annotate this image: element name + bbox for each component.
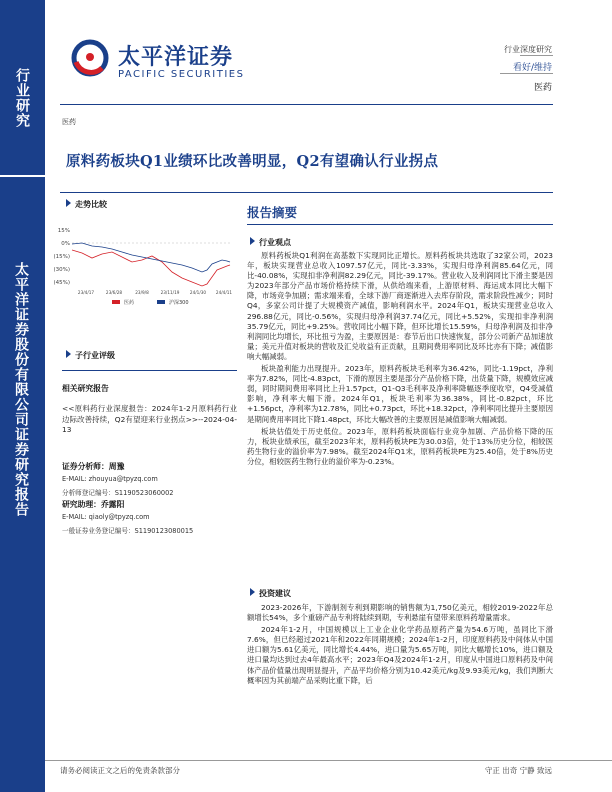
assistant-email[interactable]: E-MAIL: qiaoly@tpyzq.com: [62, 513, 150, 521]
trend-chart-heading: [66, 199, 107, 210]
report-title: 原料药板块Q1业绩环比改善明显，Q2有望确认行业拐点: [66, 153, 439, 170]
sidebar-top-label: 行业研究: [14, 68, 30, 128]
title-rule: [60, 192, 553, 193]
subindustry-heading: [66, 350, 115, 361]
x-tick: 23/4/17: [77, 290, 95, 295]
footer-motto: 守正 出奇 宁静 致远: [484, 766, 552, 775]
paragraph-patent-cliff: 2023-2026年，下游制剂专利到期影响的销售额为1,750亿美元，相较2019-2022年总额增长54%，多个重磅产品专利将陆续到期，专利悬崖有望带来原料药增量需求。: [247, 603, 553, 623]
sidebar-bottom-label: 太平洋证券股份有限公司证券研究报告: [13, 262, 29, 517]
legend-swatch-medicine: [112, 300, 120, 304]
bullet-icon: [66, 350, 71, 358]
y-tick: (30%): [53, 267, 70, 273]
analyst-cert: 分析师登记编号：S1190523060002: [62, 489, 174, 497]
y-tick: 0%: [61, 241, 70, 247]
left-rule: [62, 370, 237, 371]
assistant-label: 研究助理：乔露阳: [62, 500, 125, 509]
trend-chart-heading-text: 走势比较: [75, 200, 107, 209]
series-line-medicine: [72, 250, 230, 286]
summary-rule: [247, 224, 553, 225]
summary-heading: 报告摘要: [247, 205, 298, 220]
summary-body: [247, 251, 553, 467]
x-tick: 23/9/8: [135, 290, 149, 295]
x-tick: 24/4/11: [215, 290, 233, 295]
header-rule: [60, 104, 553, 105]
related-reports-heading: 相关研究报告: [62, 384, 109, 393]
section-industry-view: [250, 237, 291, 248]
analyst-label: 证券分析师：周豫: [62, 462, 125, 471]
brand-name-en: PACIFIC SECURITIES: [118, 69, 245, 80]
sidebar-divider: [0, 175, 45, 177]
brand-name-cn: 太平洋证券: [118, 45, 234, 70]
x-tick: 23/6/28: [105, 290, 123, 295]
legend-label: 沪深300: [169, 300, 189, 306]
category: 医药: [62, 118, 76, 126]
paragraph-q1-profit: 原料药板块Q1利润在高基数下实现同比正增长。原料药板块共选取了32家公司，2023年，板块实现营业总收入1097.57亿元，同比-3.33%，实现归母净利润85.64亿元，同比-40.08%，实现扣非净利润82.29亿元，同比-39.17%。营业收入及利润同比下滑主要是因为2023年部分产品市场价格持续下滑，从供给端来看，上游原材料、海运成本同比大幅下降，市场竞争加剧；需求端来看，全球下游厂商逐渐进入去库存阶段，需求阶段性减少；同时Q4，多家公司计提了大规模资产减值，影响利润水平。2024年Q1，板块实现营业总收入296.88亿元，同比-0.56%，实现归母净利润37.74亿元，同比+5.52%，实现扣非净利润35.79亿元，同比+9.25%。营收同比小幅下降，但环比增长15.59%，归母净利润及扣非净利润同比均增长，环比扭亏为盈，主要原因是：春节后出口快速恢复，部分公司新产品加速放量；美元升值对板块的营收及汇兑收益有正贡献，且期间费用率同比及环比亦有下降；减值影响大幅减弱。: [247, 251, 553, 361]
related-report-link[interactable]: <<原料药行业深度报告：2024年1-2月原料药行业边际改善持续，Q2有望迎来行业拐点>>--2024-04-13: [62, 404, 237, 434]
section-investment-advice: [250, 588, 291, 599]
x-tick: 23/11/19: [160, 290, 180, 295]
report-type: 行业深度研究: [504, 45, 552, 54]
footer-rule: [45, 760, 612, 761]
bullet-icon: [66, 199, 71, 207]
trend-chart: [53, 222, 233, 312]
x-tick: 24/1/30: [189, 290, 207, 295]
assistant-cert: 一般证券业务登记编号：S1190123080015: [62, 527, 194, 535]
legend-label: 医药: [124, 300, 135, 306]
legend-swatch-hs300: [157, 300, 165, 304]
y-tick: 15%: [57, 228, 70, 234]
analyst-email[interactable]: E-MAIL: zhouyua@tpyzq.com: [62, 475, 158, 483]
paragraph-profitability: 板块盈利能力出现提升。2023年，原料药板块毛利率为36.42%，同比-1.19pct，净利率为7.82%，同比-4.83pct，下滑的原因主要是部分产品价格下降，出货量下降，规模效应减弱，同时期间费用率同比上升1.57pct，Q1-Q3毛利率及净利率降幅逐季度收窄，Q4受减值影响，净利率大幅下滑。2024年Q1，板块毛利率为36.38%，同比-0.82pct，环比+1.56pct，净利率为12.78%，同比+0.73pct，环比+18.32pct，净利率同比提升主要原因是期间费用率同比下降1.48pct，环比大幅改善的主要原因是减值影响大幅减弱。: [247, 364, 553, 424]
paragraph-production-trade: 2024年1-2月，中国规模以上工业企业化学药品原药产量为54.6万吨，虽同比下滑7.6%，但已经超过2021年和2022年同期规模；2024年1-2月，印度原料药及中间体从中国进口额为5.61亿美元，同比增长4.44%，进口量为5.65万吨，同比大幅增长10%，进口额及进口量均达到过去4年最高水平；2023年Q4及2024年1-2月，印度从中国进口原料药及中间体产品价值量出现明显提升，产品平均价格分别为10.42美元/kg及9.93美元/kg，我们判断大概率因为其前端产品采购比重下降，后: [247, 625, 553, 685]
subindustry-heading-text: 子行业评级: [75, 351, 115, 360]
y-tick: (15%): [53, 254, 70, 260]
header-tag-divider: [520, 55, 553, 56]
header-tag-divider-2: [500, 73, 553, 74]
company-logo-icon: [72, 40, 108, 76]
sector: 医药: [533, 83, 552, 93]
y-tick: (45%): [53, 280, 70, 286]
bullet-icon: [250, 588, 255, 596]
section-investment-advice-text: 投资建议: [259, 589, 291, 598]
footer-disclaimer: 请务必阅读正文之后的免责条款部分: [60, 766, 180, 775]
series-line-hs300: [72, 243, 230, 272]
rating: 看好/维持: [512, 63, 552, 73]
section-industry-view-text: 行业观点: [259, 238, 291, 247]
bullet-icon: [250, 237, 255, 245]
advice-body: [247, 603, 553, 753]
paragraph-valuation: 板块估值处于历史低位。2023年，原料药板块面临行业竞争加剧、产品价格下降的压力，板块业绩承压，截至2023年末，原料药板块PE为30.03倍，处于13%历史分位，相较医药生物行业的溢价率为7.98%。截至2024年Q1末，原料药板块PE为25.40倍，处于8%历史分位，相较医药生物行业的溢价率为-0.23%。: [247, 426, 553, 466]
